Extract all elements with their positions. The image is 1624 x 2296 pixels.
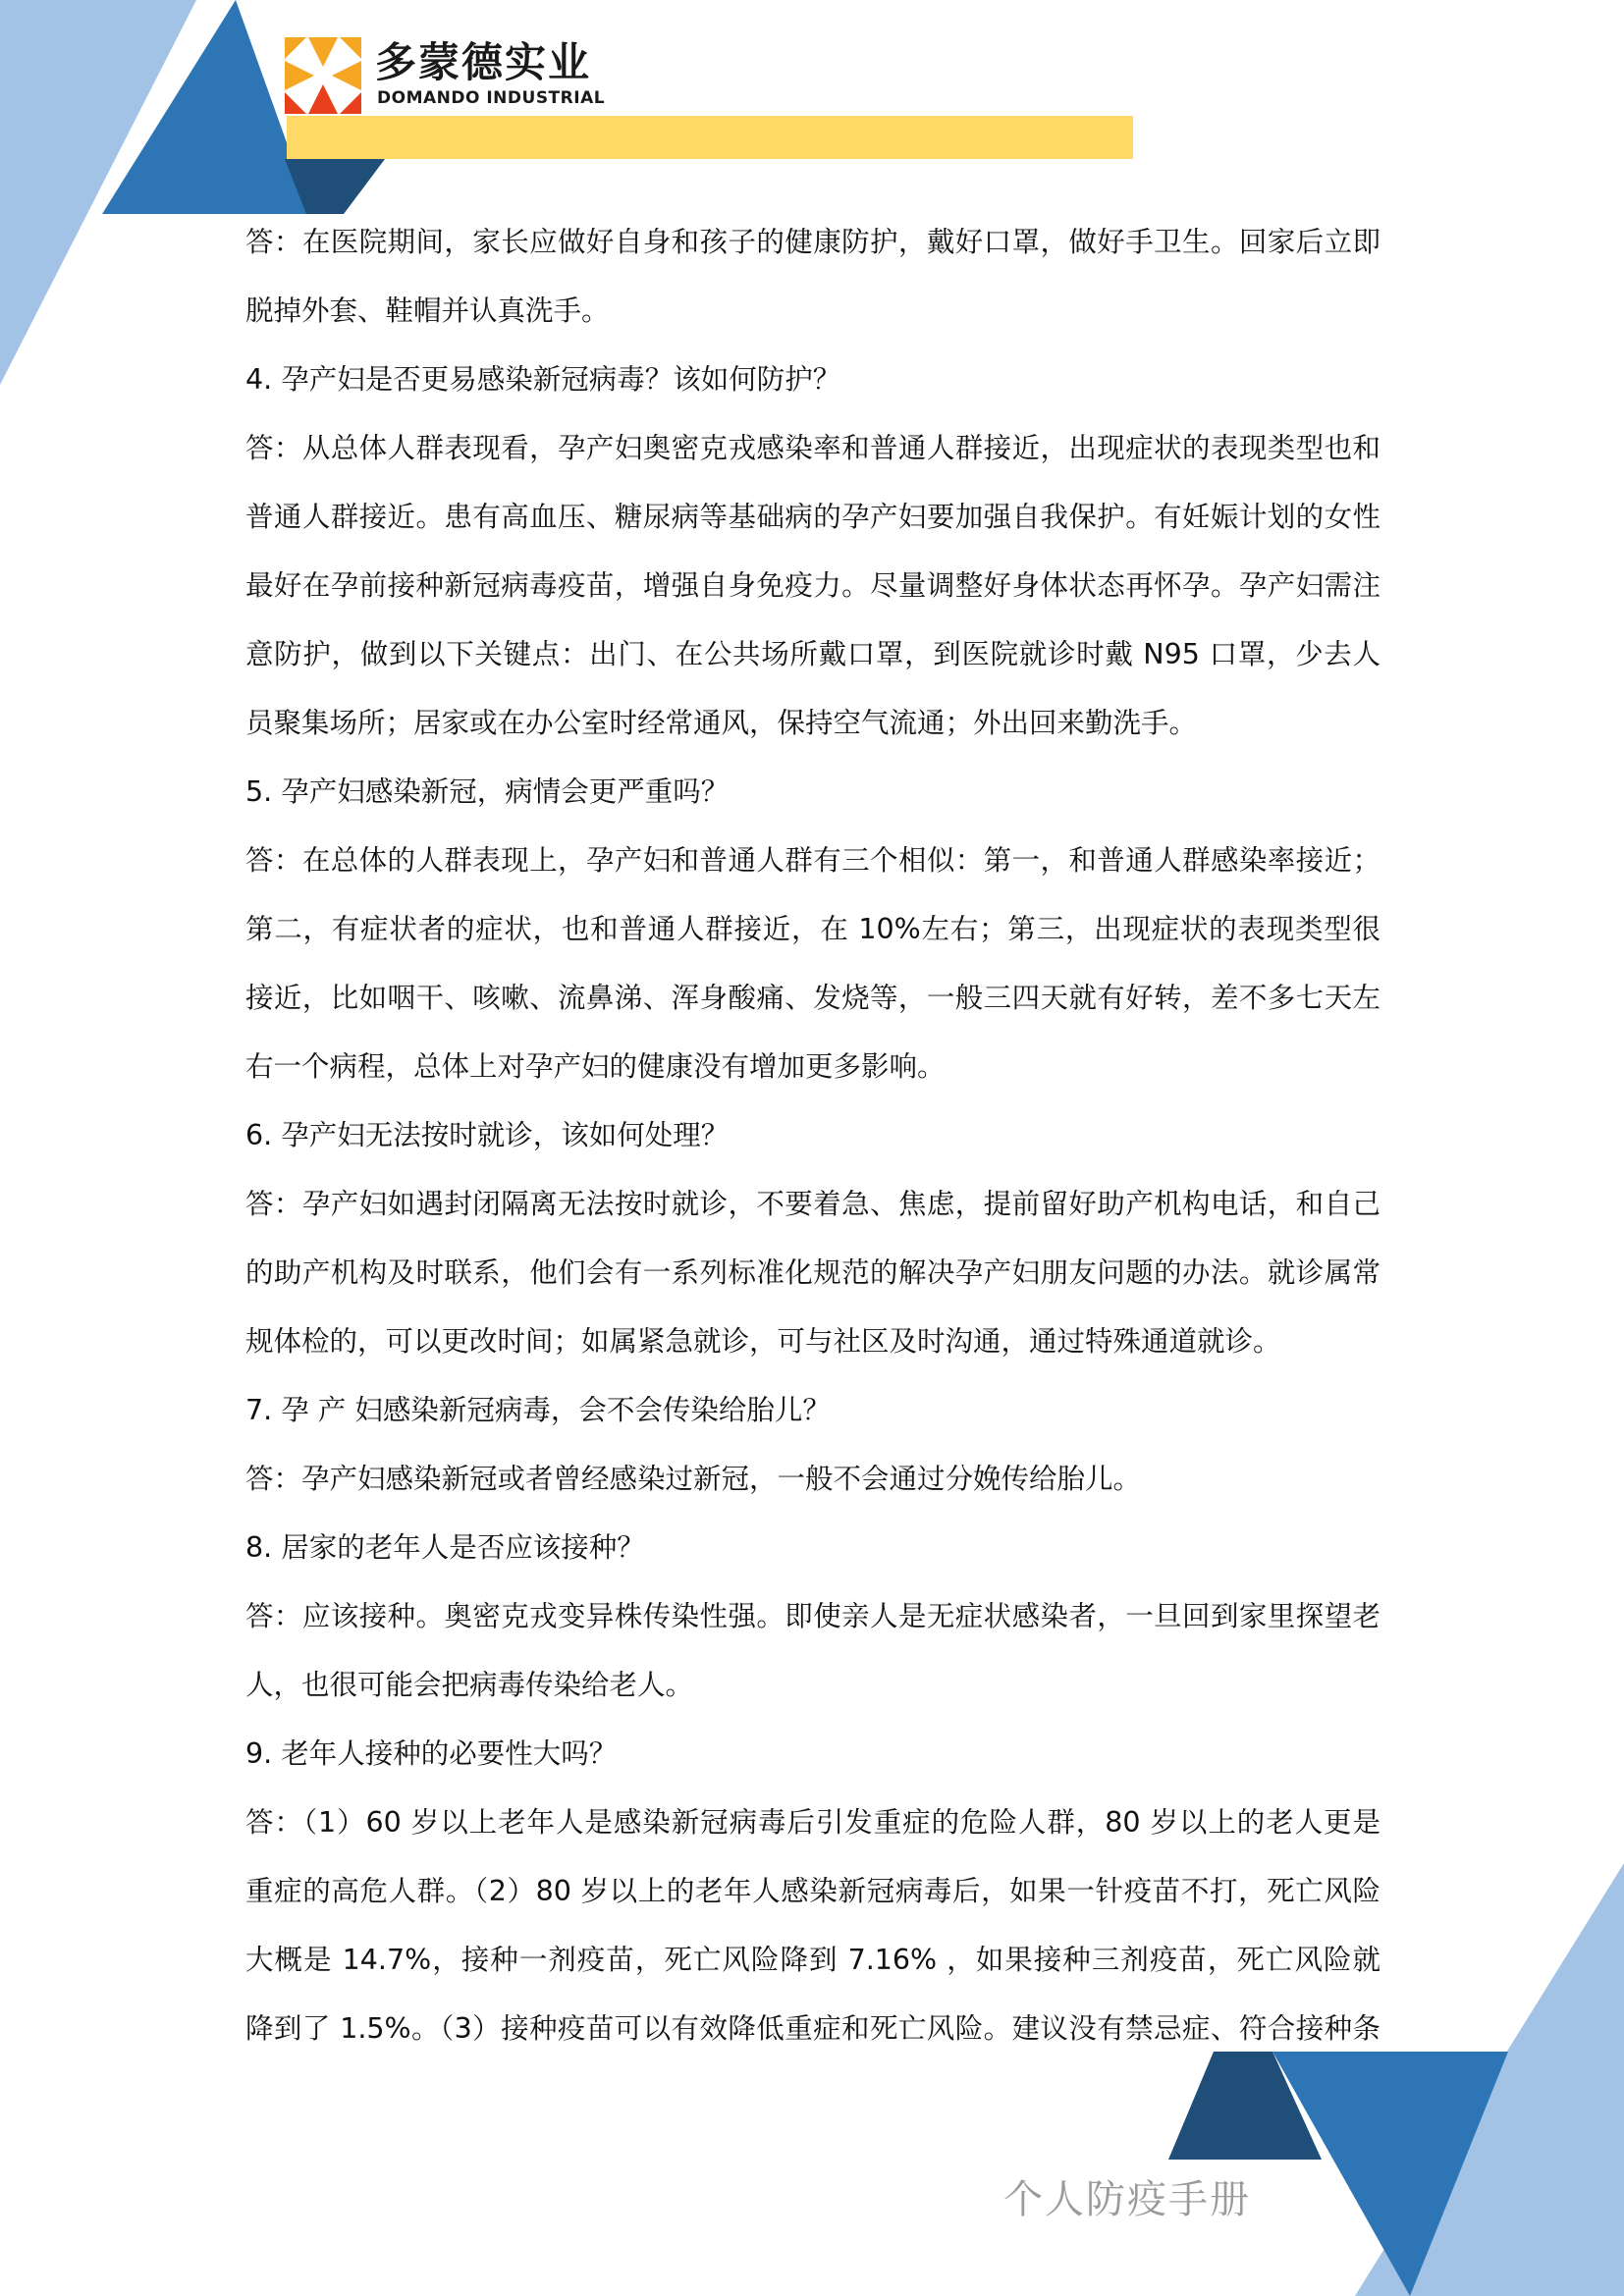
text-line: 规体检的，可以更改时间；如属紧急就诊，可与社区及时沟通，通过特殊通道就诊。 <box>245 1325 1281 1358</box>
question-heading: 4. 孕产妇是否更易感染新冠病毒？该如何防护？ <box>245 363 841 396</box>
text-line: 最好在孕前接种新冠病毒疫苗，增强自身免疫力。尽量调整好身体状态再怀孕。孕产妇需注 <box>245 569 1380 602</box>
text-line: 人，也很可能会把病毒传染给老人。 <box>245 1669 694 1701</box>
star-logo-icon <box>285 37 361 114</box>
text-line: 意防护，做到以下关键点：出门、在公共场所戴口罩，到医院就诊时戴 N95 口罩，少去人 <box>245 638 1380 670</box>
text-line: 重症的高危人群。（2）80 岁以上的老年人感染新冠病毒后，如果一针疫苗不打，死亡风险 <box>245 1875 1380 1907</box>
question-heading: 9. 老年人接种的必要性大吗？ <box>245 1737 618 1770</box>
text-line: 的助产机构及时联系，他们会有一系列标准化规范的解决孕产妇朋友问题的办法。就诊属常 <box>245 1256 1380 1289</box>
text-line: 答：从总体人群表现看，孕产妇奥密克戎感染率和普通人群接近，出现症状的表现类型也和 <box>245 432 1380 464</box>
text-line: 右一个病程，总体上对孕产妇的健康没有增加更多影响。 <box>245 1050 946 1083</box>
question-heading: 5. 孕产妇感染新冠，病情会更严重吗？ <box>245 775 730 808</box>
footer-title: 个人防疫手册 <box>1003 2177 1251 2222</box>
text-line: 员聚集场所；居家或在办公室时经常通风，保持空气流通；外出回来勤洗手。 <box>245 707 1198 739</box>
text-line: 接近，比如咽干、咳嗽、流鼻涕、浑身酸痛、发烧等，一般三四天就有好转，差不多七天左 <box>245 982 1380 1014</box>
question-heading: 8. 居家的老年人是否应该接种？ <box>245 1531 645 1564</box>
text-line: 第二，有症状者的症状，也和普通人群接近，在 10%左右；第三，出现症状的表现类型很 <box>245 913 1380 945</box>
header-yellow-band <box>287 116 1133 159</box>
text-line: 答：孕产妇如遇封闭隔离无法按时就诊，不要着急、焦虑，提前留好助产机构电话，和自己 <box>245 1188 1380 1220</box>
document-body <box>245 208 1380 2063</box>
text-line: 答：在总体的人群表现上，孕产妇和普通人群有三个相似：第一，和普通人群感染率接近； <box>245 844 1380 877</box>
brand-name-cn: 多蒙德实业 <box>375 38 592 86</box>
question-heading: 6. 孕产妇无法按时就诊，该如何处理？ <box>245 1119 730 1151</box>
text-line: 答：孕产妇感染新冠或者曾经感染过新冠，一般不会通过分娩传给胎儿。 <box>245 1463 1142 1495</box>
text-line: 答：（1）60 岁以上老年人是感染新冠病毒后引发重症的危险人群，80 岁以上的老人更是 <box>245 1806 1380 1839</box>
text-line: 降到了 1.5%。（3）接种疫苗可以有效降低重症和死亡风险。建议没有禁忌症、符合接种条 <box>245 2012 1380 2045</box>
text-line: 脱掉外套、鞋帽并认真洗手。 <box>245 294 610 327</box>
question-heading: 7. 孕 产 妇感染新冠病毒，会不会传染给胎儿？ <box>245 1394 831 1426</box>
text-line: 答：应该接种。奥密克戎变异株传染性强。即使亲人是无症状感染者，一旦回到家里探望老 <box>245 1600 1380 1632</box>
text-line: 普通人群接近。患有高血压、糖尿病等基础病的孕产妇要加强自我保护。有妊娠计划的女性 <box>245 501 1380 533</box>
brand-name-en: DOMANDO INDUSTRIAL <box>377 88 606 108</box>
text-line: 大概是 14.7%，接种一剂疫苗，死亡风险降到 7.16% ，如果接种三剂疫苗，死亡风险就 <box>245 1944 1380 1976</box>
text-line: 答：在医院期间，家长应做好自身和孩子的健康防护，戴好口罩，做好手卫生。回家后立即 <box>245 226 1380 258</box>
